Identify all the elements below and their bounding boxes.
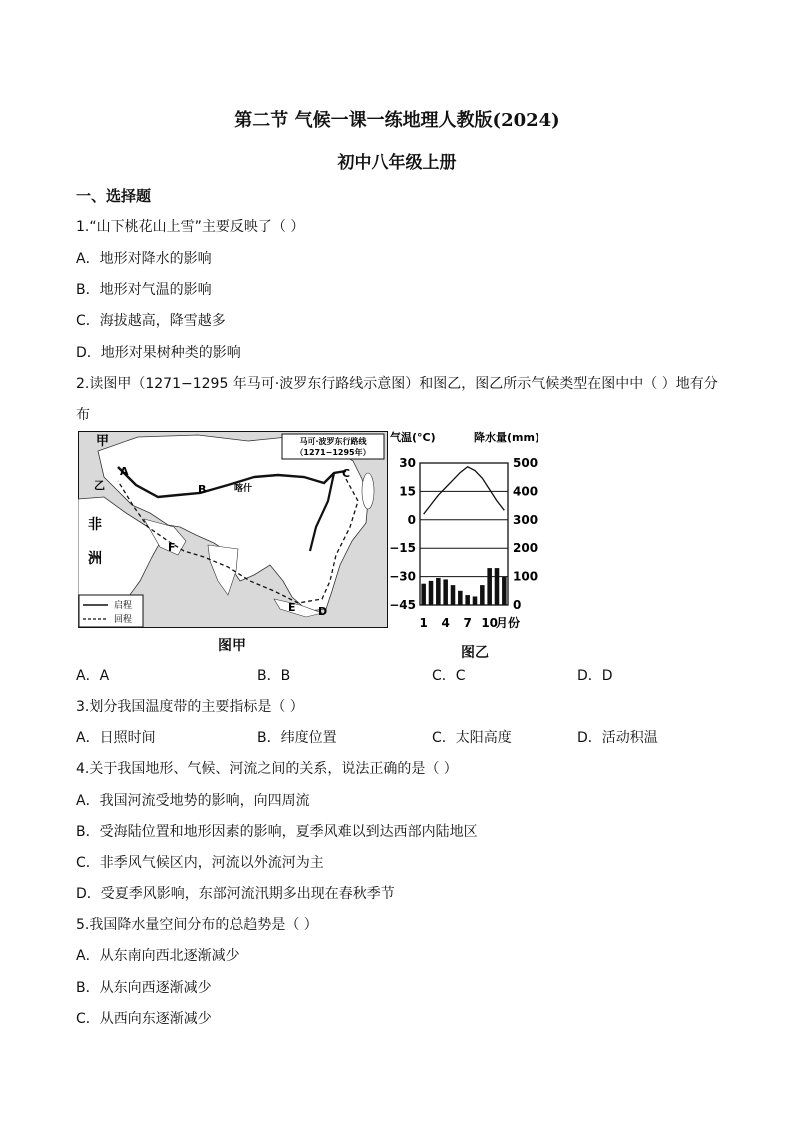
- precip-bar: [443, 579, 448, 605]
- point-b: B: [198, 483, 207, 496]
- temp-tick-label: −30: [389, 569, 416, 584]
- question-2-option-b[interactable]: B．B: [257, 668, 291, 684]
- month-tick-label: 7: [463, 616, 472, 630]
- point-d: D: [318, 605, 328, 618]
- point-yi: 乙: [94, 479, 105, 492]
- precip-tick-label: 0: [513, 598, 522, 612]
- temp-axis-label: 气温(°C): [390, 431, 436, 444]
- question-2-stem: 2.读图甲（1271−1295 年马可·波罗东行路线示意图）和图乙，图乙所示气候类型在图中中（ ）地有分: [76, 376, 718, 392]
- point-f: F: [168, 541, 176, 554]
- question-3-stem: 3.划分我国温度带的主要指标是（ ）: [76, 699, 304, 715]
- question-4-option-d[interactable]: D．受夏季风影响，东部河流汛期多出现在春秋季节: [76, 886, 395, 902]
- month-tick-label: 4: [441, 616, 450, 630]
- question-5-option-b[interactable]: B．从东向西逐渐减少: [76, 980, 212, 996]
- precip-tick-label: 400: [513, 484, 538, 499]
- x-unit-label: 月份: [496, 616, 521, 630]
- place-kashgar: 喀什: [234, 484, 253, 494]
- question-2-stem-cont: 布: [76, 407, 90, 423]
- question-2-option-c[interactable]: C．C: [432, 668, 466, 684]
- question-1-option-a[interactable]: A．地形对降水的影响: [76, 251, 212, 267]
- temp-tick-label: −15: [389, 541, 416, 556]
- page-title: 第二节 气候一课一练地理人教版(2024): [234, 110, 560, 131]
- precip-bar: [458, 591, 463, 605]
- question-2-option-d[interactable]: D．D: [577, 668, 613, 684]
- precip-bar: [436, 578, 441, 605]
- precip-tick-label: 300: [513, 512, 538, 527]
- precip-bar: [502, 577, 507, 605]
- precip-bar: [495, 568, 500, 605]
- question-3-option-a[interactable]: A．日照时间: [76, 730, 156, 746]
- precip-tick-label: 100: [513, 569, 538, 584]
- climate-caption: 图乙: [461, 645, 489, 661]
- month-tick-label: 1: [419, 616, 428, 630]
- key-outbound: 启程: [114, 601, 133, 611]
- precip-tick-label: 500: [513, 456, 538, 470]
- question-5-option-a[interactable]: A．从东南向西北逐渐减少: [76, 948, 240, 964]
- temp-tick-label: −45: [389, 598, 416, 612]
- precip-bar: [451, 585, 456, 605]
- continent-label-2: 洲: [88, 551, 102, 567]
- map-corner-label: 甲: [96, 434, 110, 449]
- question-3-option-b[interactable]: B．纬度位置: [257, 730, 337, 746]
- month-tick-label: 10: [481, 616, 499, 630]
- precip-axis-label: 降水量(mm): [474, 431, 538, 444]
- continent-label-1: 非: [88, 517, 102, 533]
- precip-bar: [487, 568, 492, 605]
- precip-tick-label: 200: [513, 541, 538, 556]
- question-5-option-c[interactable]: C．从西向东逐渐减少: [76, 1011, 212, 1027]
- temp-tick-label: 0: [407, 512, 416, 527]
- route-map: [78, 431, 388, 628]
- question-4-option-a[interactable]: A．我国河流受地势的影响，向四周流: [76, 793, 310, 809]
- map-legend-title: 马可·波罗东行路线: [299, 437, 367, 446]
- key-return: 回程: [114, 615, 133, 625]
- question-4-option-c[interactable]: C．非季风气候区内，河流以外流河为主: [76, 855, 324, 871]
- question-1-option-c[interactable]: C．海拔越高，降雪越多: [76, 313, 226, 329]
- point-a: A: [120, 465, 129, 478]
- question-1-option-b[interactable]: B．地形对气温的影响: [76, 282, 212, 298]
- temp-tick-label: 30: [399, 456, 416, 470]
- question-3-option-c[interactable]: C．太阳高度: [432, 730, 512, 746]
- section-heading: 一、选择题: [76, 187, 152, 205]
- question-3-option-d[interactable]: D．活动积温: [577, 730, 658, 746]
- precip-bar: [429, 581, 434, 605]
- question-4-stem: 4.关于我国地形、气候、河流之间的关系，说法正确的是（ ）: [76, 761, 458, 777]
- map-legend-years: （1271−1295年）: [295, 448, 371, 457]
- climate-chart: [388, 428, 538, 638]
- precip-bar: [465, 595, 470, 605]
- precip-bar: [473, 596, 478, 605]
- precip-bar: [421, 584, 426, 605]
- question-1-stem: 1.“山下桃花山上雪”主要反映了（ ）: [76, 219, 305, 235]
- question-1-option-d[interactable]: D．地形对果树种类的影响: [76, 345, 241, 361]
- point-c: C: [342, 467, 351, 480]
- point-e: E: [288, 601, 296, 614]
- map-caption: 图甲: [218, 638, 246, 654]
- temp-tick-label: 15: [399, 484, 416, 499]
- page-subtitle: 初中八年级上册: [337, 153, 457, 173]
- question-5-stem: 5.我国降水量空间分布的总趋势是（ ）: [76, 917, 318, 933]
- question-4-option-b[interactable]: B．受海陆位置和地形因素的影响，夏季风难以到达西部内陆地区: [76, 824, 478, 840]
- question-2-option-a[interactable]: A．A: [76, 668, 110, 684]
- precip-bar: [480, 585, 485, 605]
